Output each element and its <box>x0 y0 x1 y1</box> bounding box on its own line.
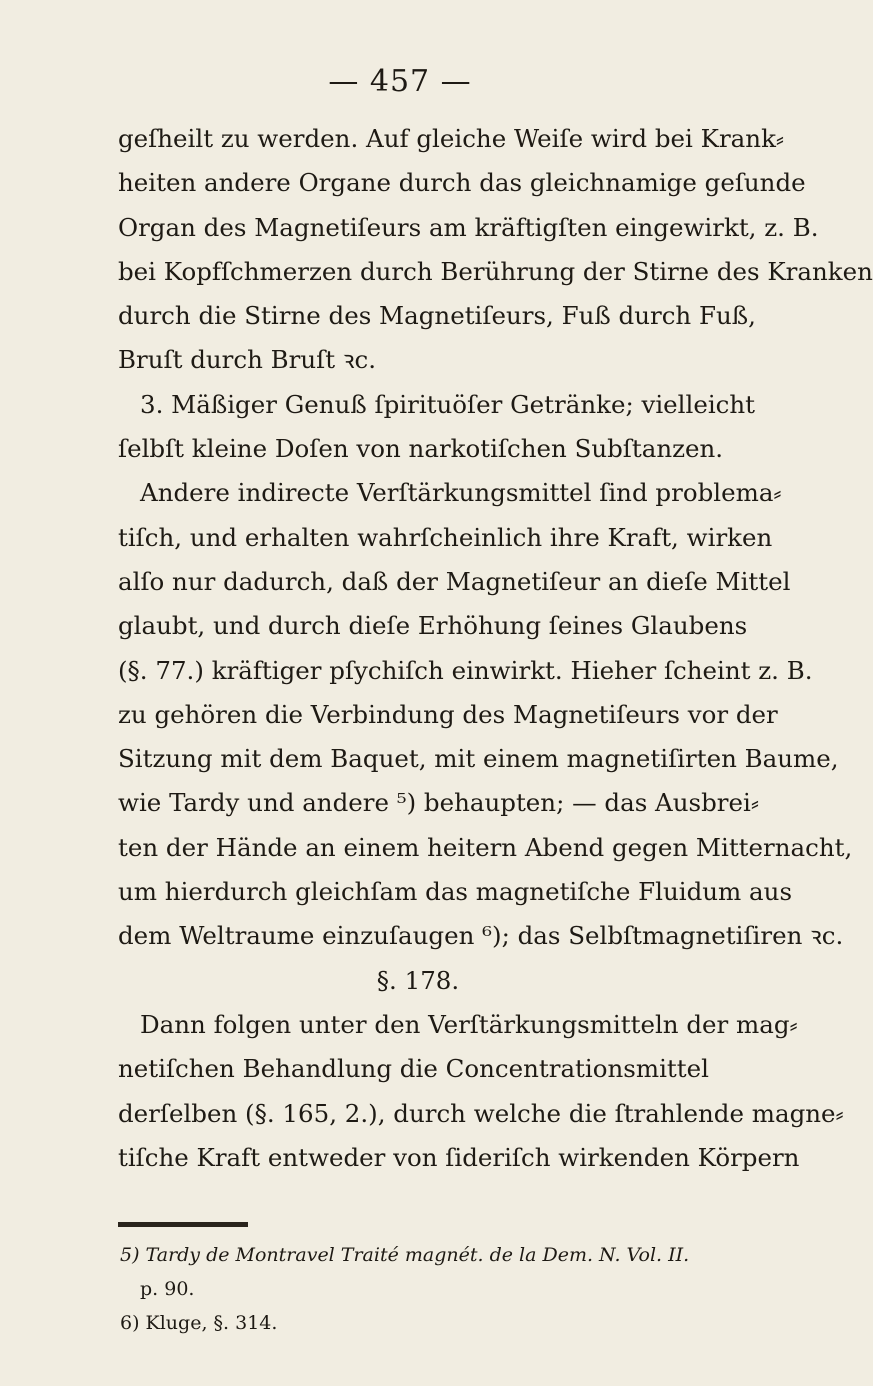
text-line: heiten andere Organe durch das gleichnamige geſunde <box>118 168 806 198</box>
text-line: netiſchen Behandlung die Concentrationsmittel <box>118 1054 709 1084</box>
main-text <box>118 117 873 1180</box>
text-line: Andere indirecte Verſtärkungsmittel ſind problema⸗ <box>140 478 782 508</box>
text-line: Organ des Magnetiſeurs am kräftigſten eingewirkt, z. B. <box>118 212 819 242</box>
text-line: derſelben (§. 165, 2.), durch welche die ſtrahlende magne⸗ <box>118 1098 844 1128</box>
footnotes <box>120 1238 720 1340</box>
text-line: tiſche Kraft entweder von ſideriſch wirkenden Körpern <box>118 1142 800 1172</box>
text-line: um hierdurch gleichſam das magnetiſche Fluidum aus <box>118 877 793 907</box>
section-heading: §. 178. <box>376 965 460 995</box>
footnote-continuation: p. 90. <box>140 1278 195 1300</box>
text-line: Bruſt durch Bruſt ꝛc. <box>118 345 376 375</box>
text-line: Sitzung mit dem Baquet, mit einem magnetiſirten Baume, <box>118 744 839 774</box>
text-line: ten der Hände an einem heitern Abend gegen Mitternacht, <box>118 832 853 862</box>
text-line: glaubt, und durch dieſe Erhöhung ſeines Glaubens <box>118 611 748 641</box>
text-line: durch die Stirne des Magnetiſeurs, Fuß durch Fuß, <box>118 301 756 331</box>
text-line: zu gehören die Verbindung des Magnetiſeurs vor der <box>118 699 778 729</box>
text-line: ſelbſt kleine Doſen von narkotiſchen Subſtanzen. <box>118 434 724 464</box>
text-line: wie Tardy und andere ⁵) behaupten; — das Ausbrei⸗ <box>118 788 759 818</box>
footnote: 6) Kluge, §. 314. <box>120 1312 278 1334</box>
text-line: bei Kopfſchmerzen durch Berührung der Stirne des Kranken <box>118 256 873 286</box>
footnote-divider <box>118 1222 248 1227</box>
page-number-header: — 457 — <box>328 64 472 99</box>
text-line: 3. Mäßiger Genuß ſpirituöſer Getränke; vielleicht <box>140 389 756 419</box>
text-line: alſo nur dadurch, daß der Magnetiſeur an dieſe Mittel <box>118 566 791 596</box>
text-line: dem Weltraume einzuſaugen ⁶); das Selbſtmagnetiſiren ꝛc. <box>118 921 844 951</box>
text-line: geſheilt zu werden. Auf gleiche Weiſe wird bei Krank⸗ <box>118 124 785 153</box>
text-line: tiſch, und erhalten wahrſcheinlich ihre Kraft, wirken <box>118 522 773 552</box>
footnote: 5) Tardy de Montravel Traité magnét. de la Dem. N. Vol. II. <box>120 1244 690 1266</box>
text-line: Dann folgen unter den Verſtärkungsmitteln der mag⸗ <box>140 1009 798 1039</box>
text-line: (§. 77.) kräftiger pſychiſch einwirkt. Hieher ſcheint z. B. <box>118 655 813 685</box>
